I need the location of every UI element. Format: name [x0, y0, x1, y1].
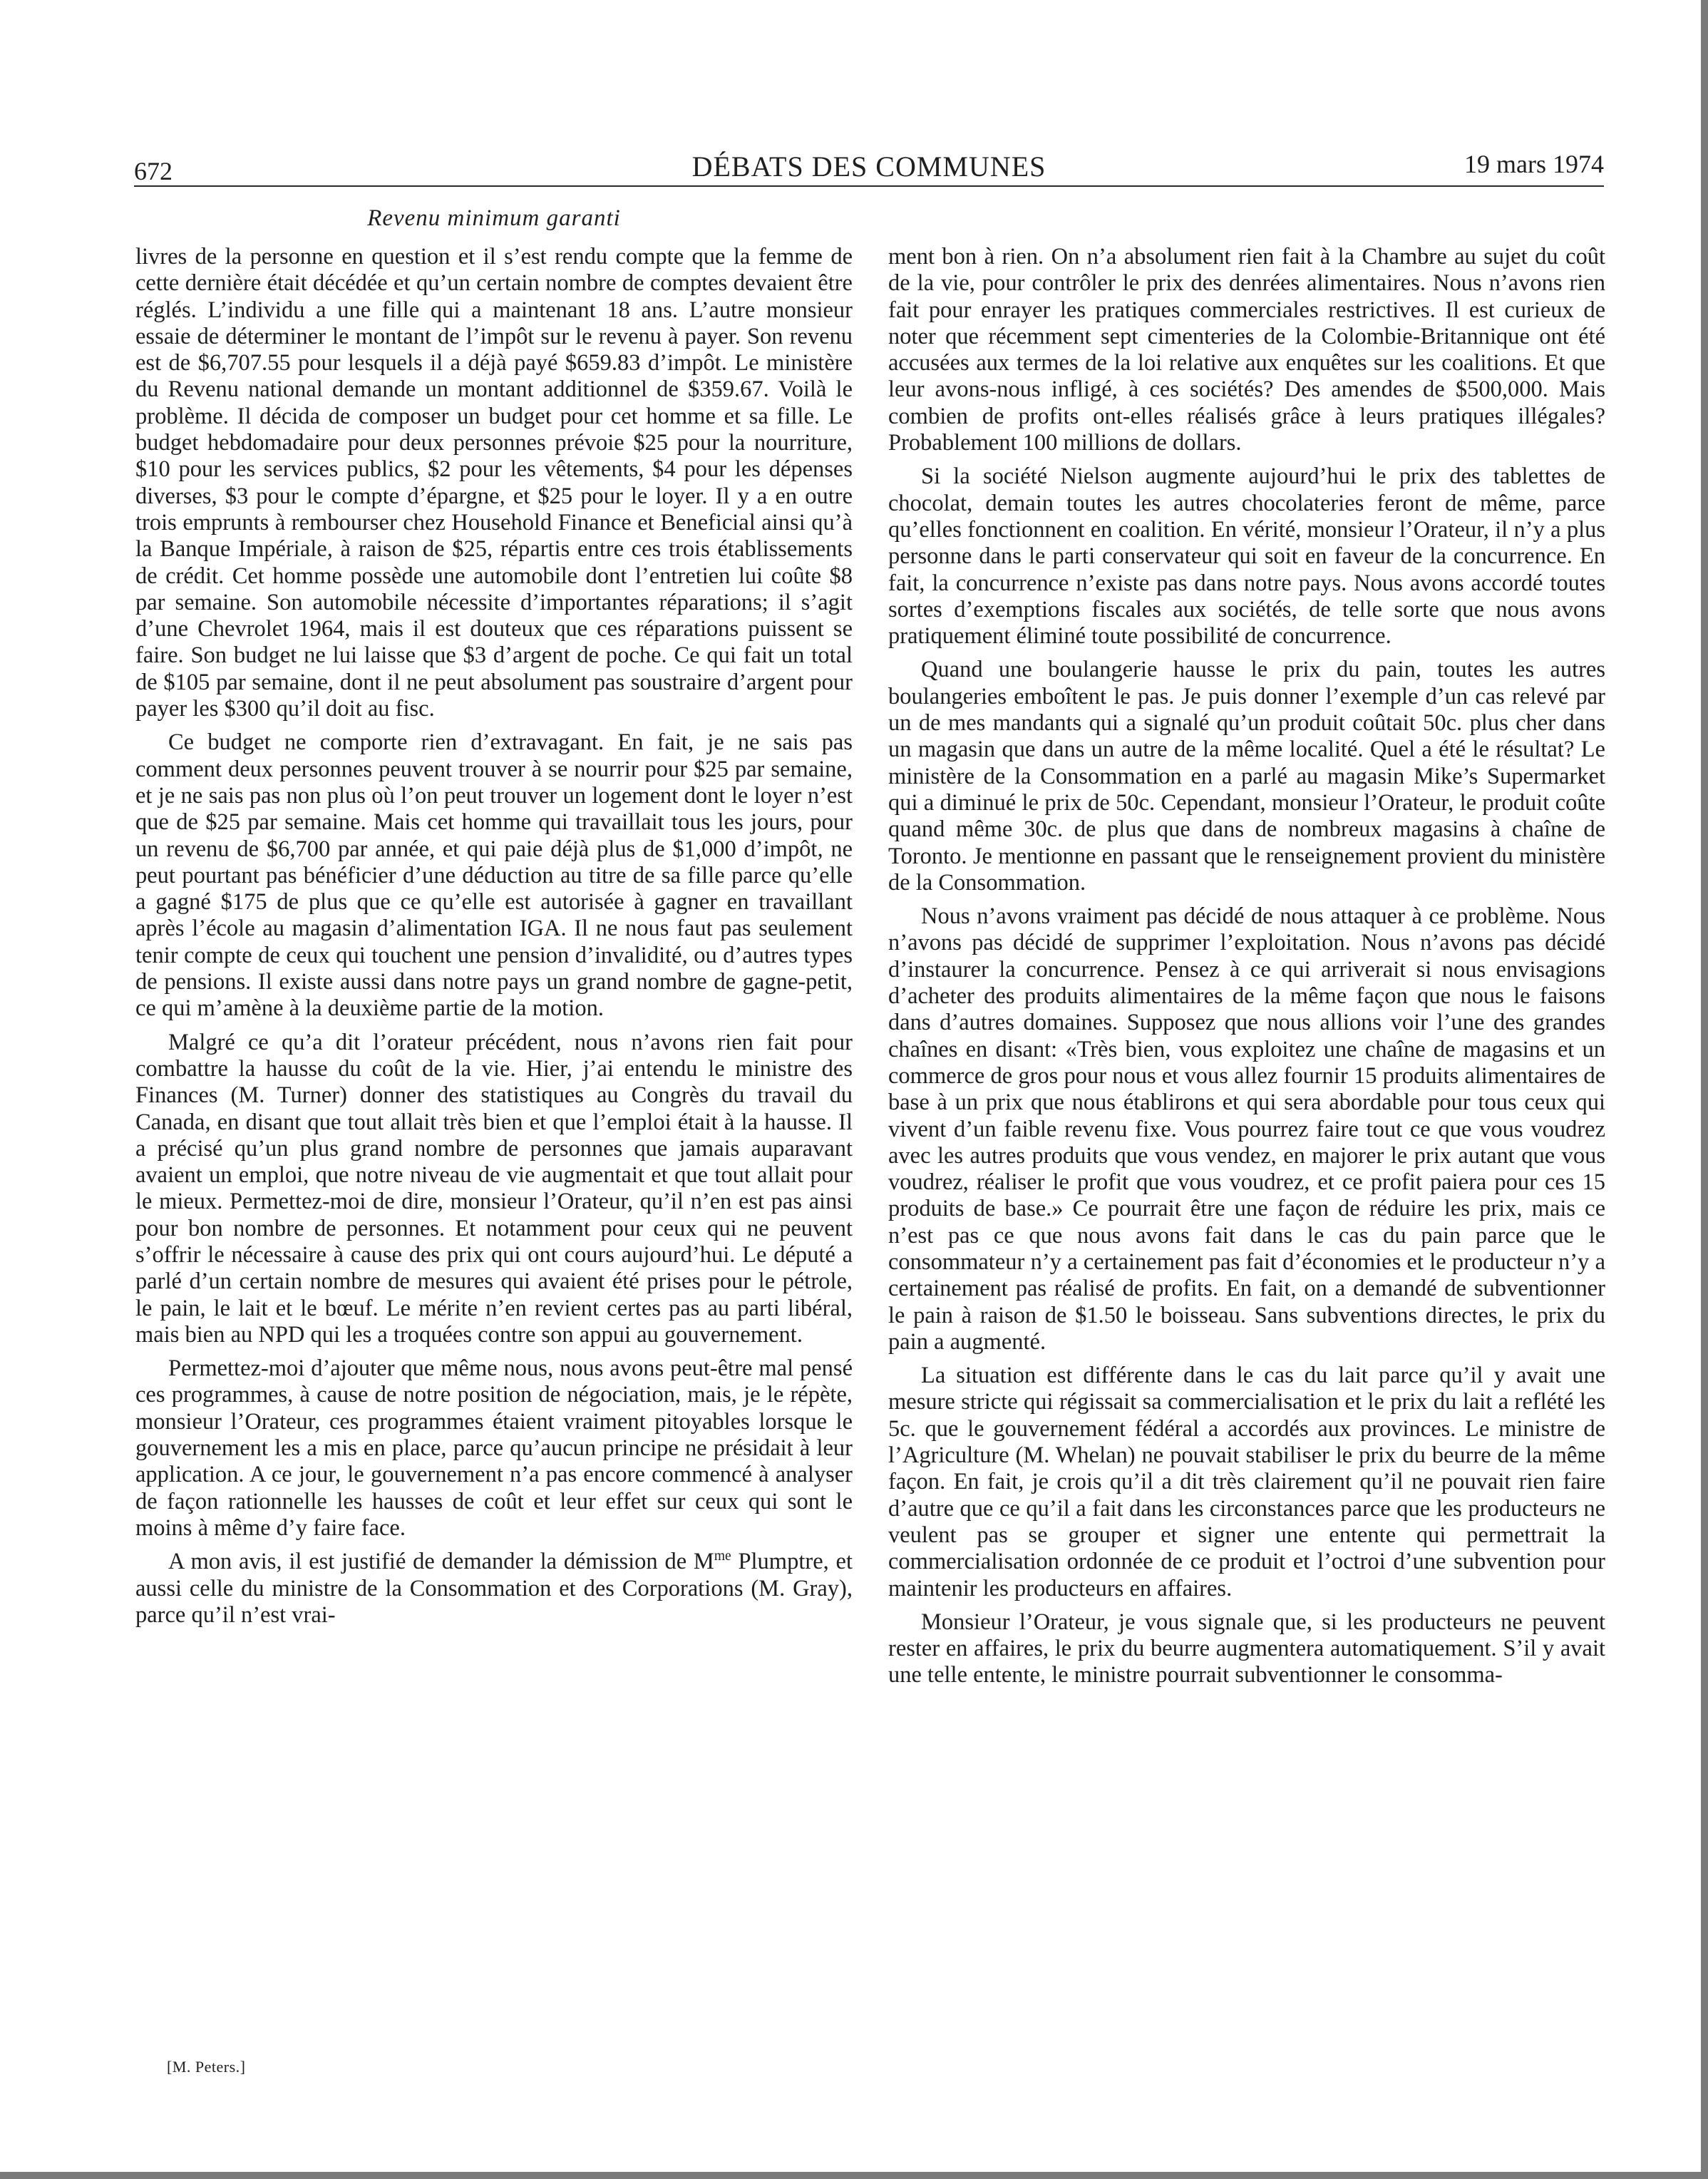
paragraph: Ce budget ne comporte rien d’extravagant. En fait, je ne sais pas comment deux personnes peuvent trouver à se nourrir pour $25 par semaine, et je ne sais pas non plus où l’on peut trouver un logement dont le loyer n’est que de $25 par semaine. Mais cet homme qui travaillait tous les jours, pour un revenu de $6,700 par année, et qui paie déjà plus de $1,000 d’impôt, ne peut pourtant pas bénéficier d’une déduction au titre de sa fille parce qu’elle a gagné $175 de plus que ce qu’elle est autorisée à gagner en travaillant après l’école au magasin d’alimentation IGA. Il ne nous faut pas seulement tenir compte de ceux qui touchent une pension d’invalidité, ou d’autres types de pensions. Il existe aussi dans notre pays un grand nombre de gagne-petit, ce qui m’amène à la deuxième partie de la motion. — [135, 729, 853, 1022]
running-head: Revenu minimum garanti — [367, 205, 621, 231]
superscript: me — [714, 1549, 731, 1564]
text-run: Plumptre, et aussi celle du ministre de la Consommation et des Corporations (M. Gray), parce qu’il n’est vrai- — [135, 1549, 853, 1628]
paragraph: Monsieur l’Orateur, je vous signale que, si les producteurs ne peuvent rester en affaires, le prix du beurre augmentera automatiquement. S’il y avait une telle entente, le ministre pourrait subventionner le consomma- — [888, 1609, 1605, 1688]
journal-title: DÉBATS DES COMMUNES — [691, 150, 1046, 183]
paragraph: Quand une boulangerie hausse le prix du pain, toutes les autres boulangeries emboîtent le pas. Je puis donner l’exemple d’un cas relevé par un de mes mandants qui a signalé qu’un produit coûtait 50c. plus cher dans un magasin que dans un autre de la même localité. Quel a été le résultat? Le ministère de la Consommation en a parlé au magasin Mike’s Supermarket qui a diminué le prix de 50c. Cependant, monsieur l’Orateur, le produit coûte quand même 30c. de plus que dans de nombreux magasins à chaîne de Toronto. Je mentionne en passant que le renseignement provient du ministère de la Consommation. — [888, 657, 1605, 896]
text-run: A mon avis, il est justifié de demander la démission de M — [168, 1549, 714, 1575]
paragraph: Malgré ce qu’a dit l’orateur précédent, nous n’avons rien fait pour combattre la hausse du coût de la vie. Hier, j’ai entendu le ministre des Finances (M. Turner) donner des statistiques au Congrès du travail du Canada, en disant que tout allait très bien et que l’emploi était à la hausse. Il a précisé qu’un plus grand nombre de personnes que jamais auparavant avaient un emploi, que notre niveau de vie augmentait et que tout allait pour le mieux. Permettez-moi de dire, monsieur l’Orateur, qu’il n’en est pas ainsi pour bon nombre de personnes. Et notamment pour ceux qui ne peuvent s’offrir le nécessaire à cause des prix qui ont cours aujourd’hui. Le député a parlé d’un certain nombre de mesures qui avaient été prises pour le pétrole, le pain, le lait et le bœuf. Le mérite n’en revient certes pas au parti libéral, mais bien au NPD qui les a troquées contre son appui au gouvernement. — [135, 1029, 853, 1348]
paragraph — [135, 1549, 853, 1629]
page-number: 672 — [134, 157, 173, 185]
paragraph: La situation est différente dans le cas du lait parce qu’il y avait une mesure stricte qui régissait sa commercialisation et le prix du lait a reflété les 5c. que le gouvernement fédéral a accordés aux provinces. Le ministre de l’Agriculture (M. Whelan) ne pouvait stabiliser le prix du beurre de la même façon. En fait, je crois qu’il a dit très clairement qu’il ne pouvait rien faire d’autre que ce qu’il a fait dans les circonstances parce que les producteurs ne veulent pas se grouper et signer une entente qui permettrait la commercialisation ordonnée de ce produit et l’octroi d’une subvention pour maintenir les producteurs en affaires. — [888, 1363, 1605, 1601]
paragraph: Nous n’avons vraiment pas décidé de nous attaquer à ce problème. Nous n’avons pas décidé de supprimer l’exploitation. Nous n’avons pas décidé d’instaurer la concurrence. Pensez à ce qui arriverait si nous envisagions d’acheter des produits alimentaires de la même façon que nous le faisons dans d’autres domaines. Supposez que nous allions voir l’une des grandes chaînes en disant: «Très bien, vous exploitez une chaîne de magasins et un commerce de gros pour nous et vous allez fournir 15 produits alimentaires de base à un prix que nous établirons et qui sera abordable pour tous ceux qui vivent d’un faible revenu fixe. Vous pourrez faire tout ce que vous voudrez avec les autres produits que vous vendez, en majorer le prix autant que vous voudrez, réaliser le profit que vous voudrez, et ce profit paiera pour ces 15 produits de base.» Ce pourrait être une façon de réduire les prix, mais ce n’est pas ce que nous avons fait dans le cas du pain parce que le consommateur n’y a certainement pas fait d’économies et le producteur n’y a certainement pas réalisé de profits. En fait, on a demandé de subventionner le pain à raison de $1.50 le boisseau. Sans subventions directes, le prix du pain a augmenté. — [888, 903, 1605, 1355]
paragraph: Si la société Nielson augmente aujourd’hui le prix des tablettes de chocolat, demain toutes les autres chocolateries feront de même, parce qu’elles fonctionnent en coalition. En vérité, monsieur l’Orateur, il n’y a plus personne dans le parti conservateur qui soit en faveur de la concurrence. En fait, la concurrence n’existe pas dans notre pays. Nous avons accordé toutes sortes d’exemptions fiscales aux sociétés, de telle sorte que nous avons pratiquement éliminé toute possibilité de concurrence. — [888, 463, 1605, 650]
header-date: 19 mars 1974 — [1464, 150, 1604, 178]
paragraph: Permettez-moi d’ajouter que même nous, nous avons peut-être mal pensé ces programmes, à cause de notre position de négociation, mais, je le répète, monsieur l’Orateur, ces programmes étaient vraiment pitoyables lorsque le gouvernement les a mis en place, parce qu’aucun principe ne présidait à leur application. A ce jour, le gouvernement n’a pas encore commencé à analyser de façon rationnelle les hausses de coût et leur effet sur ceux qui sont le moins à même d’y faire face. — [135, 1355, 853, 1541]
left-column — [135, 244, 853, 1636]
right-column — [888, 244, 1605, 1696]
page-header — [134, 148, 1604, 187]
paragraph: livres de la personne en question et il s’est rendu compte que la femme de cette dernière était décédée et qu’un certain nombre de comptes devaient être réglés. L’individu a une fille qui a maintenant 18 ans. L’autre monsieur essaie de déterminer le montant de l’impôt sur le revenu à payer. Son revenu est de $6,707.55 pour lesquels il a déjà payé $659.83 d’impôt. Le ministère du Revenu national demande un montant additionnel de $359.67. Voilà le problème. Il décida de composer un budget pour cet homme et sa fille. Le budget hebdomadaire pour deux personnes prévoie $25 pour la nourriture, $10 pour les services publics, $2 pour les vêtements, $4 pour les dépenses diverses, $3 pour le compte d’épargne, et $25 pour le loyer. Il y a en outre trois emprunts à rembourser chez Household Finance et Beneficial ainsi qu’à la Banque Impériale, à raison de $25, répartis entre ces trois établissements de crédit. Cet homme possède une automobile dont l’entretien lui coûte $8 par semaine. Son automobile nécessite d’importantes réparations; il s’agit d’une Chevrolet 1964, mais il est douteux que ces réparations puissent se faire. Son budget ne lui laisse que $3 d’argent de poche. Ce qui fait un total de $105 par semaine, dont il ne peut absolument pas soustraire d’argent pour payer les $300 qu’il doit au fisc. — [135, 244, 853, 722]
paragraph: ment bon à rien. On n’a absolument rien fait à la Chambre au sujet du coût de la vie, pour contrôler le prix des denrées alimentaires. Nous n’avons rien fait pour enrayer les pratiques commerciales restrictives. Il est curieux de noter que récemment sept cimenteries de la Colombie-Britannique ont été accusées aux termes de la loi relative aux enquêtes sur les coalitions. Et que leur avons-nous infligé, à ces sociétés? Des amendes de $500,000. Mais combien de profits ont-elles réalisés grâce à leurs pratiques illégales? Probablement 100 millions de dollars. — [888, 244, 1605, 456]
speaker-note: [M. Peters.] — [167, 2058, 246, 2076]
